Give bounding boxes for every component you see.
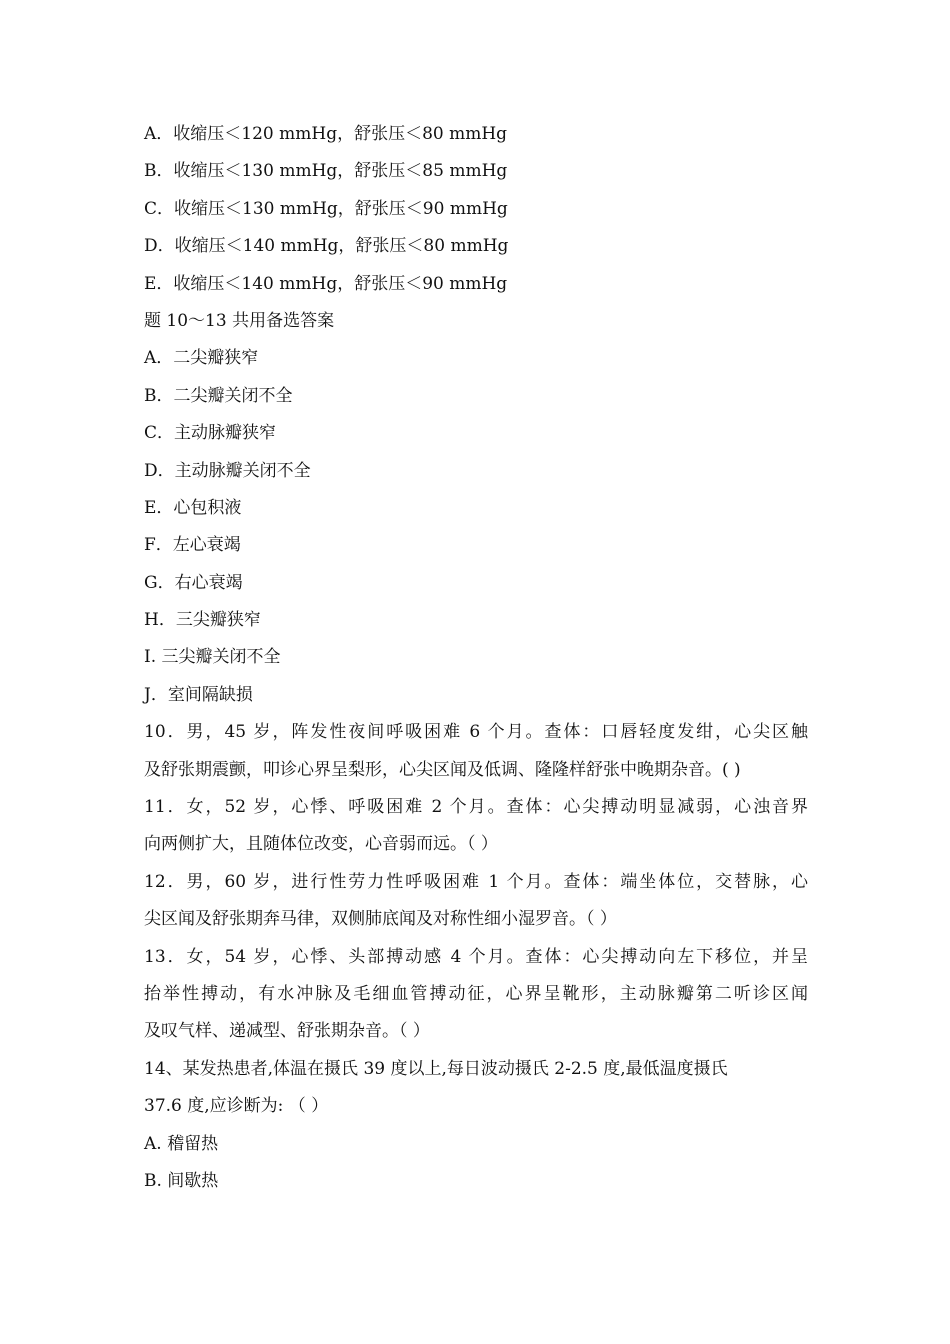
option-d-blood-pressure: D．收缩压＜140 mmHg，舒张压＜80 mmHg	[144, 236, 509, 257]
question-14-line-2: 37.6 度,应诊断为: （ ）	[144, 1096, 329, 1117]
option-c-blood-pressure: C．收缩压＜130 mmHg，舒张压＜90 mmHg	[144, 198, 508, 219]
question-13-line-3: 及叹气样、递减型、舒张期杂音。（ ）	[144, 1021, 430, 1042]
shared-option-g: G．右心衰竭	[144, 572, 243, 593]
shared-options-heading: 题 10～13 共用备选答案	[144, 310, 335, 331]
question-10-line-1: 10．男，45 岁，阵发性夜间呼吸困难 6 个月。查体：口唇轻度发绀，心尖区触	[144, 722, 808, 743]
question-13-line-1: 13．女，54 岁，心悸、头部搏动感 4 个月。查体：心尖搏动向左下移位，并呈	[144, 946, 808, 967]
document-body	[144, 116, 808, 1200]
shared-option-i: I. 三尖瓣关闭不全	[144, 647, 281, 668]
question-14-option-a: A. 稽留热	[144, 1133, 219, 1154]
question-11-line-1: 11．女，52 岁，心悸、呼吸困难 2 个月。查体：心尖搏动明显减弱，心浊音界	[144, 797, 808, 818]
question-11-line-2: 向两侧扩大，且随体位改变，心音弱而远。（ ）	[144, 834, 498, 855]
shared-option-d: D．主动脉瓣关闭不全	[144, 460, 311, 481]
question-12-line-1: 12．男，60 岁，进行性劳力性呼吸困难 1 个月。查体：端坐体位，交替脉，心	[144, 871, 808, 892]
option-a-blood-pressure: A．收缩压＜120 mmHg，舒张压＜80 mmHg	[144, 124, 508, 144]
question-12-line-2: 尖区闻及舒张期奔马律，双侧肺底闻及对称性细小湿罗音。（ ）	[144, 909, 617, 930]
question-10-line-2: 及舒张期震颤，叩诊心界呈梨形，心尖区闻及低调、隆隆样舒张中晚期杂音。( )	[144, 759, 741, 780]
shared-option-f: F．左心衰竭	[144, 535, 241, 556]
shared-option-e: E．心包积液	[144, 497, 242, 518]
question-14-line-1: 14、某发热患者,体温在摄氏 39 度以上,每日波动摄氏 2-2.5 度,最低温度摄氏	[144, 1058, 728, 1079]
option-e-blood-pressure: E．收缩压＜140 mmHg，舒张压＜90 mmHg	[144, 273, 508, 294]
shared-option-j: J．室间隔缺损	[144, 684, 253, 705]
option-b-blood-pressure: B．收缩压＜130 mmHg，舒张压＜85 mmHg	[144, 161, 508, 182]
shared-option-a: A．二尖瓣狭窄	[144, 348, 259, 369]
shared-option-b: B．二尖瓣关闭不全	[144, 385, 293, 406]
shared-option-c: C．主动脉瓣狭窄	[144, 423, 277, 444]
question-13-line-2: 抬举性搏动，有水冲脉及毛细血管搏动征，心界呈靴形，主动脉瓣第二听诊区闻	[144, 983, 808, 1004]
question-14-option-b: B. 间歇热	[144, 1170, 219, 1191]
shared-option-h: H．三尖瓣狭窄	[144, 610, 261, 631]
